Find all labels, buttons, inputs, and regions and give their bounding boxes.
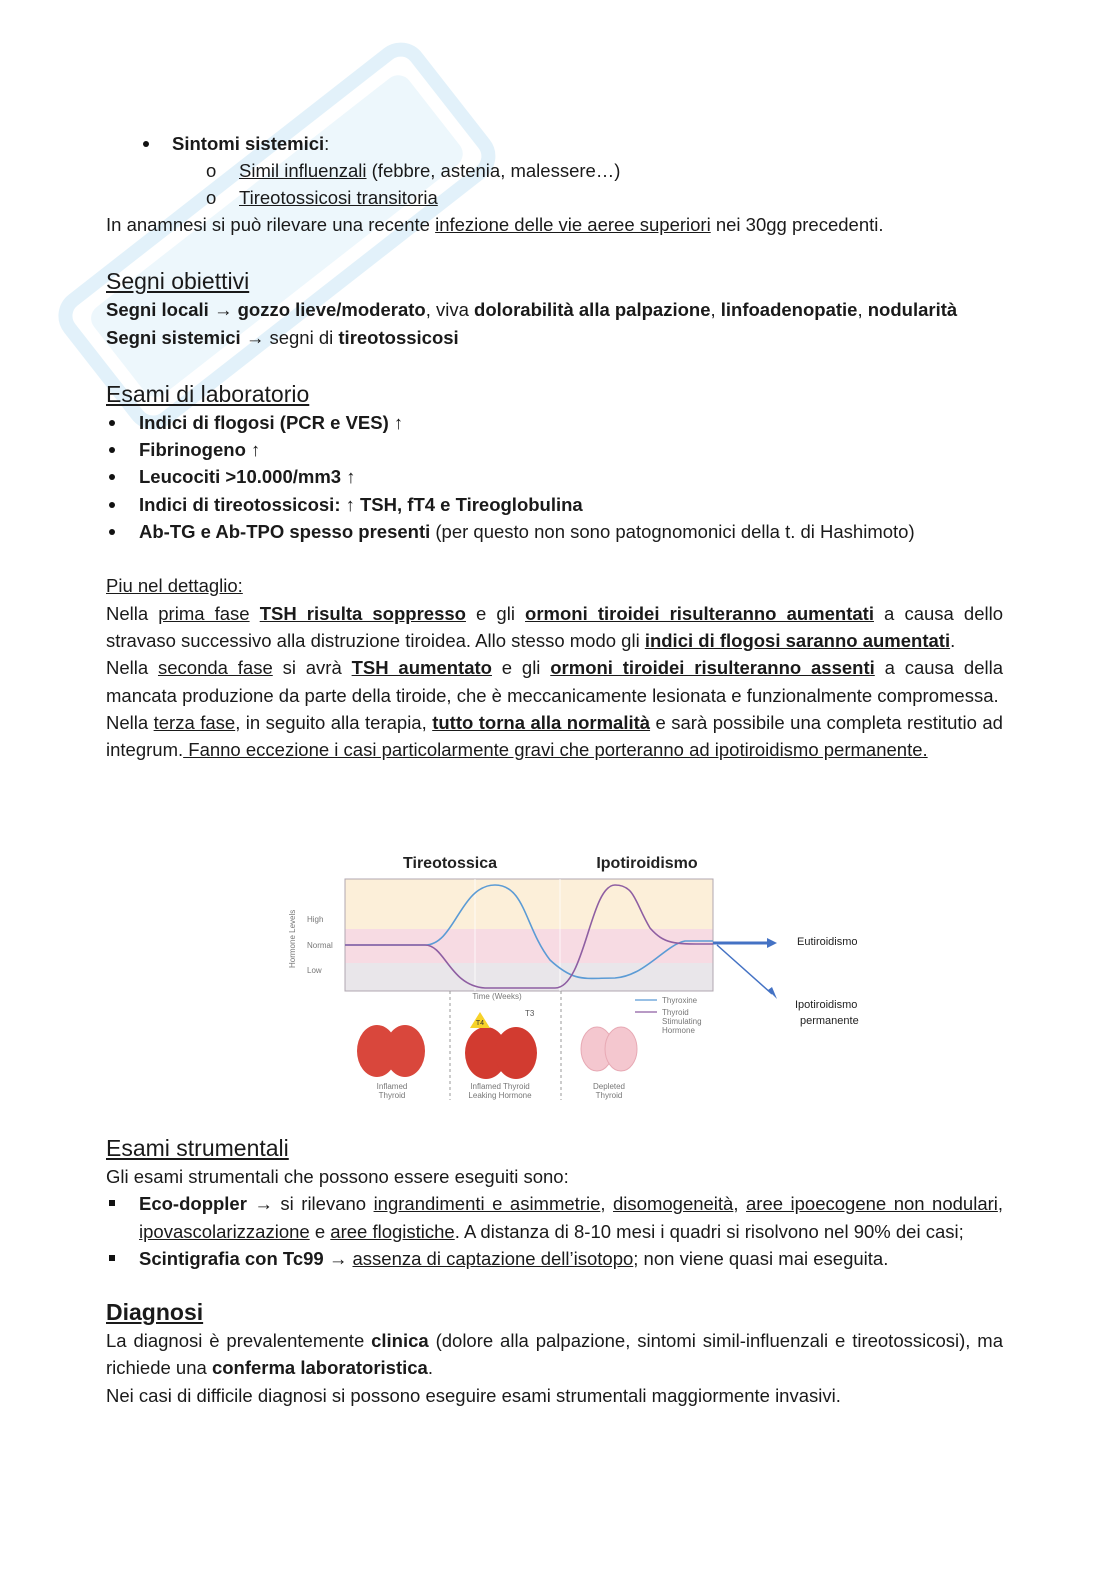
text: prima fase bbox=[158, 602, 250, 624]
text: conferma laboratoristica bbox=[211, 1357, 428, 1379]
text: tutto torna alla normalità bbox=[432, 711, 651, 733]
outcome-eutiroidismo: Eutiroidismo bbox=[797, 936, 858, 948]
text: In anamnesi si può rilevare una recente bbox=[106, 214, 436, 235]
text: Eco-doppler bbox=[139, 1193, 247, 1215]
dettaglio-title: Piu nel dettaglio: bbox=[106, 575, 243, 597]
document-body-lower bbox=[106, 1133, 1003, 1409]
outcome-permanente: permanente bbox=[800, 1015, 859, 1027]
depleted-thyroid-image bbox=[581, 1027, 637, 1071]
sub-item-simil bbox=[106, 157, 1003, 184]
arrow-right-icon: → bbox=[246, 1193, 281, 1215]
ipotiroidismo-arrow bbox=[717, 945, 772, 994]
text: (per questo non sono patognomonici della t. di Hashimoto) bbox=[430, 521, 915, 543]
text: gozzo lieve/moderato bbox=[237, 299, 426, 321]
text: si avrà bbox=[272, 657, 352, 679]
text: , bbox=[857, 299, 868, 321]
t4-label: T4 bbox=[475, 1020, 485, 1027]
heading-diagnosi: Diagnosi bbox=[106, 1299, 204, 1326]
list-item bbox=[106, 1245, 1003, 1272]
y-high: High bbox=[307, 915, 324, 924]
text: ormoni tiroidei risulteranno assenti bbox=[550, 657, 875, 679]
text: a causa dello stravaso successivo alla distruzione tiroidea. Allo stesso modo gli bbox=[106, 602, 1003, 651]
caption-inflamed-2: Thyroid bbox=[378, 1091, 406, 1100]
text: clinica bbox=[371, 1330, 429, 1352]
list-item bbox=[106, 436, 1003, 463]
simil-influenzali: Simil influenzali bbox=[239, 160, 367, 181]
diagnosi-p1 bbox=[106, 1327, 1003, 1382]
text: e gli bbox=[465, 602, 526, 624]
text: Nella bbox=[106, 711, 154, 733]
thyroiditis-phases-figure bbox=[285, 848, 885, 1104]
t3-label: T3 bbox=[525, 1009, 535, 1018]
heading-esami-strumentali: Esami strumentali bbox=[106, 1135, 289, 1161]
legend-tsh-1: Thyroid bbox=[662, 1008, 689, 1017]
arrow-head-icon bbox=[767, 938, 777, 948]
text: La diagnosi è prevalentemente bbox=[106, 1330, 372, 1352]
text: assenza di captazione dell’isotopo bbox=[352, 1247, 634, 1269]
bullet bbox=[143, 141, 149, 147]
text: Indici di flogosi (PCR e VES) ↑ bbox=[139, 411, 404, 433]
band-low bbox=[345, 963, 713, 991]
heading-segni-obiettivi: Segni obiettivi bbox=[106, 268, 250, 295]
text: indici di flogosi saranno aumentati bbox=[644, 629, 951, 651]
strumentali-list bbox=[106, 1190, 1003, 1272]
strumentali-intro: Gli esami strumentali che possono essere eseguiti sono: bbox=[106, 1166, 569, 1187]
text: Leucociti >10.000/mm3 ↑ bbox=[139, 466, 356, 488]
text: Fanno eccezione i casi particolarmente gravi che porteranno ad ipotiroidismo permanente. bbox=[183, 739, 928, 761]
y-low: Low bbox=[307, 966, 322, 975]
text: . bbox=[950, 629, 956, 651]
title-ipotiroidismo: Ipotiroidismo bbox=[596, 855, 698, 872]
text: Fibrinogeno ↑ bbox=[139, 439, 261, 461]
diagnosi-p2: Nei casi di difficile diagnosi si possono eseguire esami strumentali maggiormente invasivi. bbox=[106, 1384, 841, 1406]
segni-sistemici-label: Segni sistemici bbox=[106, 326, 241, 348]
text: si rilevano bbox=[280, 1193, 374, 1215]
text: disomogeneità bbox=[613, 1193, 734, 1215]
text: a causa della mancata produzione da parte della tiroide, che è meccanicamente lesionata e funzionalmente compromessa. bbox=[106, 657, 1003, 706]
text bbox=[250, 603, 260, 624]
text: nodularità bbox=[867, 299, 958, 321]
text: (dolore alla palpazione, sintomi simil-influenzali e tireotossicosi), ma richiede una bbox=[106, 1330, 1003, 1379]
text: , bbox=[710, 299, 721, 321]
text: ormoni tiroidei risulteranno aumentati bbox=[525, 602, 874, 624]
text: dolorabilità alla palpazione bbox=[474, 299, 711, 321]
legend-tsh-3: Hormone bbox=[662, 1026, 695, 1035]
text: Indici di tireotossicosi: ↑ TSH, fT4 e Tireoglobulina bbox=[139, 493, 583, 515]
text: e gli bbox=[491, 657, 551, 679]
infezione-text: infezione delle vie aeree superiori bbox=[435, 214, 711, 235]
list-item bbox=[106, 409, 1003, 436]
caption-inflamed-1: Inflamed bbox=[376, 1082, 408, 1091]
list-item bbox=[106, 491, 1003, 518]
phases-diagram bbox=[285, 848, 885, 1104]
sub-bullet: o bbox=[206, 160, 217, 181]
text: . bbox=[427, 1357, 433, 1379]
x-axis-label: Time (Weeks) bbox=[472, 992, 522, 1001]
text: , bbox=[997, 1193, 1004, 1215]
text: Ab-TG e Ab-TPO spesso presenti bbox=[139, 521, 431, 543]
segni-locali-label: Segni locali bbox=[106, 299, 209, 321]
text: , bbox=[600, 1193, 614, 1215]
text: linfoadenopatie bbox=[720, 299, 858, 321]
text: seconda fase bbox=[158, 657, 273, 679]
list-item-sintomi bbox=[106, 130, 1003, 157]
text: , bbox=[733, 1193, 746, 1215]
title-tireotossica: Tireotossica bbox=[403, 855, 497, 872]
tireotossicosi-transitoria: Tireotossicosi transitoria bbox=[239, 187, 438, 208]
text: e bbox=[309, 1220, 331, 1242]
caption-depleted-2: Thyroid bbox=[595, 1091, 623, 1100]
legend-thyroxine: Thyroxine bbox=[662, 996, 698, 1005]
text: , in seguito alla terapia, bbox=[235, 711, 433, 733]
document-body bbox=[106, 130, 1003, 763]
dettaglio-p2 bbox=[106, 654, 1003, 709]
inflamed-thyroid-image bbox=[357, 1025, 425, 1077]
text: e sarà possibile una completa restitutio ad integrum. bbox=[106, 711, 1003, 761]
text: terza fase bbox=[153, 711, 236, 733]
caption-depleted-1: Depleted bbox=[592, 1082, 626, 1091]
arrow-head-icon bbox=[768, 987, 777, 999]
text: Scintigrafia con Tc99 bbox=[139, 1247, 324, 1269]
segni-sistemici-line bbox=[106, 324, 1003, 351]
arrow-right-icon: → bbox=[213, 299, 233, 321]
colon: : bbox=[324, 133, 330, 154]
dettaglio-p3 bbox=[106, 709, 1003, 764]
lab-list bbox=[106, 409, 1003, 545]
text: ; non viene quasi mai eseguita. bbox=[633, 1247, 889, 1269]
simil-rest: (febbre, astenia, malessere…) bbox=[366, 160, 621, 181]
y-normal: Normal bbox=[307, 941, 333, 950]
caption-leaking-2: Leaking Hormone bbox=[468, 1091, 532, 1100]
sintomi-sistemici-label: Sintomi sistemici bbox=[172, 133, 325, 154]
text: ipovascolarizzazione bbox=[139, 1220, 310, 1242]
list-item bbox=[106, 1190, 1003, 1245]
dettaglio-p1 bbox=[106, 600, 1003, 655]
text: aree flogistiche bbox=[330, 1220, 455, 1242]
list-item bbox=[106, 463, 1003, 490]
text: Nella bbox=[106, 602, 159, 624]
sub-item-tireotossicosi bbox=[106, 184, 1003, 211]
caption-leaking-1: Inflamed Thyroid bbox=[470, 1082, 530, 1091]
text: TSH aumentato bbox=[351, 657, 492, 679]
text: , viva bbox=[425, 299, 475, 321]
list-item bbox=[106, 518, 1003, 545]
text: ingrandimenti e asimmetrie bbox=[373, 1193, 601, 1215]
heading-esami-laboratorio: Esami di laboratorio bbox=[106, 380, 310, 407]
arrow-right-icon: → bbox=[245, 326, 265, 348]
y-axis-label: Hormone Levels bbox=[288, 909, 297, 968]
arrow-right-icon: → bbox=[323, 1247, 353, 1269]
text: . A distanza di 8-10 mesi i quadri si risolvono nel 90% dei casi; bbox=[454, 1220, 964, 1242]
outcome-ipotiroidismo: Ipotiroidismo bbox=[795, 999, 858, 1011]
text: aree ipoecogene non nodulari bbox=[746, 1193, 998, 1215]
legend-tsh-2: Stimulating bbox=[662, 1017, 702, 1026]
text: Nella bbox=[106, 657, 158, 679]
text: tireotossicosi bbox=[338, 326, 459, 348]
text: nei 30gg precedenti. bbox=[710, 214, 884, 235]
sub-bullet: o bbox=[206, 187, 217, 208]
segni-locali-line bbox=[106, 296, 1003, 323]
text: TSH risulta soppresso bbox=[259, 602, 466, 624]
leaking-thyroid-image bbox=[465, 1027, 537, 1079]
anamnesi-paragraph bbox=[106, 211, 1003, 238]
text: segni di bbox=[264, 326, 339, 348]
